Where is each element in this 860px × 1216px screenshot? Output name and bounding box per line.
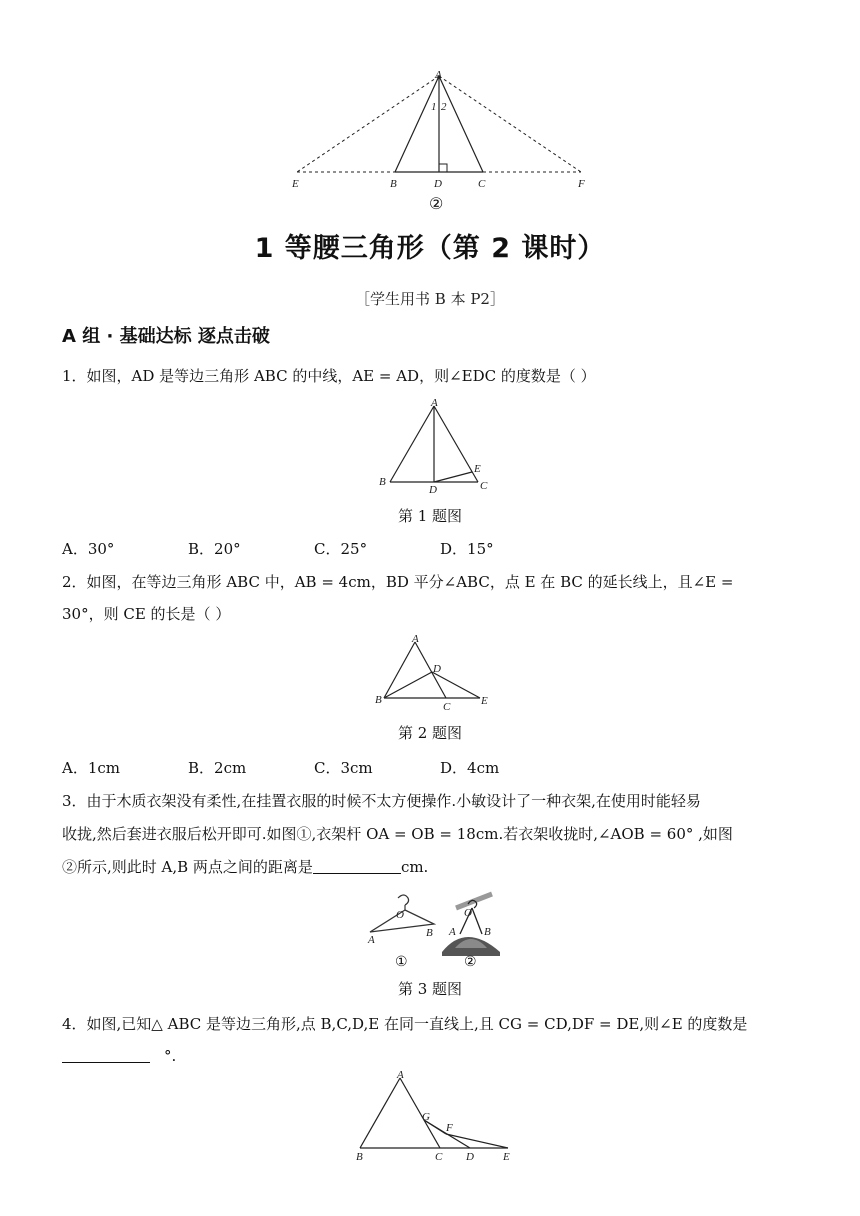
- label-b: B: [390, 178, 397, 190]
- q2-label-b: B: [375, 694, 382, 706]
- question-1-text: 1．如图，AD 是等边三角形 ABC 的中线，AE = AD，则∠EDC 的度数是（ ）: [62, 367, 596, 385]
- q1-option-d[interactable]: D．15°: [440, 540, 494, 558]
- q4-label-c: C: [435, 1151, 443, 1163]
- q3-hanger-diagram: [360, 888, 510, 970]
- q1-label-c: C: [480, 480, 488, 492]
- q1-label-d: D: [429, 484, 437, 496]
- q4-triangle-diagram: [350, 1068, 520, 1164]
- q1-label-b: B: [379, 476, 386, 488]
- q2-option-a[interactable]: A．1cm: [62, 759, 121, 777]
- label-e: E: [292, 178, 299, 190]
- question-2-caption: 第 2 题图: [397, 724, 463, 742]
- question-4-figure: [350, 1068, 520, 1164]
- q1-label-e: E: [474, 463, 481, 475]
- q3-line-3-text: ②所示,则此时 A,B 两点之间的距离是: [62, 858, 313, 876]
- q3-unit: cm.: [400, 858, 429, 876]
- question-1-options: [62, 538, 566, 559]
- q3-label-a-1: A: [368, 934, 375, 946]
- question-3-figure: [360, 888, 510, 970]
- q2-option-d[interactable]: D．4cm: [440, 759, 500, 777]
- label-f: F: [578, 178, 585, 190]
- question-3-caption: 第 3 题图: [397, 980, 463, 998]
- q3-label-o-2: O: [464, 907, 472, 919]
- q2-triangle-diagram: [370, 630, 500, 716]
- q3-answer-blank[interactable]: [313, 859, 401, 874]
- section-heading: A 组 · 基础达标 逐点击破: [62, 326, 270, 347]
- label-d: D: [434, 178, 442, 190]
- question-1-caption: 第 1 题图: [397, 507, 463, 525]
- question-3-line-2: 收拢,然后套进衣服后松开即可.如图①,衣架杆 OA = OB = 18cm.若衣架收拢时,∠AOB = 60° ,如图: [62, 825, 733, 843]
- q2-label-e: E: [481, 695, 488, 707]
- lesson-title: 1 等腰三角形（第 2 课时）: [254, 233, 606, 264]
- book-reference: ［学生用书 B 本 P2］: [355, 290, 505, 308]
- q3-label-a-2: A: [449, 926, 456, 938]
- question-3-line-1: 3．由于木质衣架没有柔性,在挂置衣服的时候不太方便操作.小敏设计了一种衣架,在使用时能轻易: [62, 792, 701, 810]
- top-figure: [285, 66, 595, 216]
- q3-label-o-1: O: [396, 909, 404, 921]
- q3-label-b-1: B: [426, 927, 433, 939]
- figure-number: ②: [429, 194, 444, 213]
- question-2-line-2: 30°，则 CE 的长是（ ）: [62, 605, 231, 623]
- question-2-line-1: 2．如图，在等边三角形 ABC 中，AB = 4cm，BD 平分∠ABC，点 E 在 BC 的延长线上，且∠E =: [62, 573, 734, 591]
- question-3-line-3: [62, 851, 802, 884]
- label-angle-2: 2: [441, 101, 447, 113]
- label-angle-1: 1: [431, 101, 437, 113]
- q1-option-c[interactable]: C．25°: [314, 540, 368, 558]
- q4-answer-blank[interactable]: [62, 1048, 150, 1063]
- q1-label-a: A: [431, 397, 438, 409]
- q3-figure-number-2: ②: [464, 954, 477, 970]
- q3-label-b-2: B: [484, 926, 491, 938]
- q1-option-a[interactable]: A．30°: [62, 540, 115, 558]
- q4-label-b: B: [356, 1151, 363, 1163]
- question-1-figure: [374, 396, 494, 496]
- label-c: C: [478, 178, 486, 190]
- q4-label-e: E: [503, 1151, 510, 1163]
- q2-label-d: D: [433, 663, 441, 675]
- question-2-options: [62, 757, 566, 778]
- q4-label-a: A: [397, 1069, 404, 1081]
- q4-label-g: G: [422, 1111, 430, 1123]
- question-2-figure: [370, 630, 500, 716]
- q4-label-f: F: [446, 1122, 453, 1134]
- q1-option-b[interactable]: B．20°: [188, 540, 241, 558]
- q2-label-a: A: [412, 633, 419, 645]
- q3-figure-number-1: ①: [395, 954, 408, 970]
- q4-label-d: D: [466, 1151, 474, 1163]
- question-4-line-1: 4．如图,已知△ ABC 是等边三角形,点 B,C,D,E 在同一直线上,且 CG = CD,DF = DE,则∠E 的度数是: [62, 1015, 748, 1033]
- label-a: A: [435, 69, 442, 81]
- q2-option-b[interactable]: B．2cm: [188, 759, 247, 777]
- q2-option-c[interactable]: C．3cm: [314, 759, 373, 777]
- q1-triangle-diagram: [374, 396, 494, 496]
- q2-label-c: C: [443, 701, 451, 713]
- q4-unit: °.: [164, 1047, 177, 1065]
